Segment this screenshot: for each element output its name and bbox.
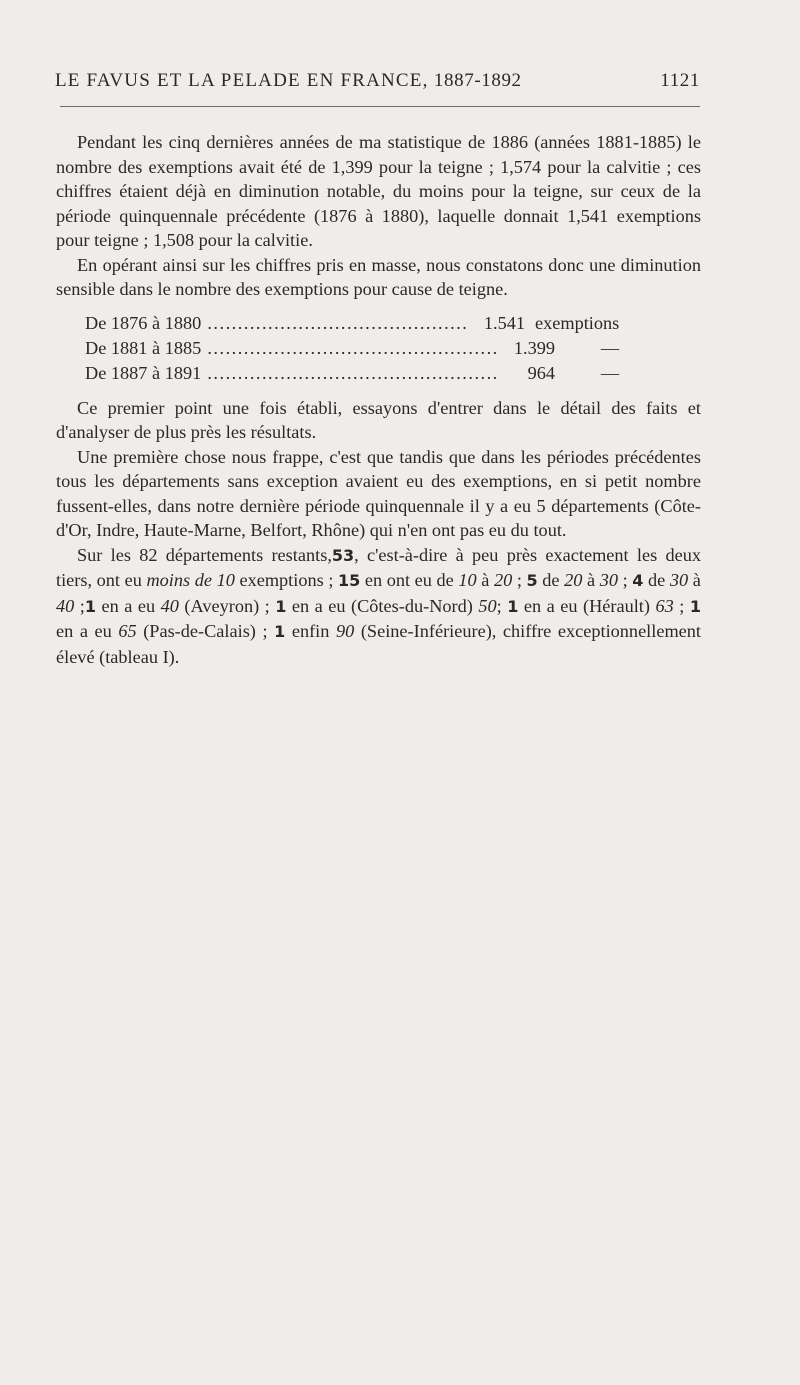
text-run: de — [648, 570, 666, 590]
text-run: exemptions ; — [239, 570, 334, 590]
paragraph-3: Ce premier point une fois établi, essayons d'entrer dans le détail des faits et d'analyser de plus près les résultats. — [56, 397, 701, 442]
paragraph-1: Pendant les cinq dernières années de ma statistique de 1886 (années 1881-1885) le nombre des exemptions avait été de 1,399 pour la teigne ; 1,574 pour la calvitie ; ces chiffres étaient déjà en diminution notable, du moins pour la teigne, sur ceux de la période quinquennale précédente (1876 à 1880), laquelle donnait 1,541 exemptions pour teigne ; 1,508 pour la calvitie. — [56, 132, 701, 250]
italic-run: 10 — [458, 570, 477, 590]
italic-run: 30 — [599, 570, 618, 590]
summary-count: 1.541 — [483, 312, 525, 333]
summary-row — [85, 311, 655, 336]
text-run: en a eu — [56, 621, 112, 641]
italic-run: 30 — [669, 570, 689, 590]
text-run: à — [692, 570, 701, 590]
text-run: ; — [496, 595, 502, 616]
summary-unit: — — [600, 362, 620, 383]
text-run: en a eu (Côtes-du-Nord) — [291, 595, 473, 616]
header-title: LE FAVUS ET LA PELADE EN FRANCE, — [55, 70, 429, 91]
text-run: ; — [79, 595, 85, 616]
text-run: enfin — [291, 621, 330, 641]
italic-run: 20 — [493, 570, 513, 590]
bold-number: 15 — [338, 571, 361, 590]
bold-number: 1 — [507, 596, 519, 616]
italic-run: 50 — [478, 595, 497, 616]
bold-number: 5 — [526, 571, 538, 590]
summary-unit: — — [600, 337, 620, 358]
italic-run: 40 — [160, 595, 179, 616]
summary-period: De 1881 à 1885 ..... — [85, 336, 497, 361]
summary-unit: exemptions — [535, 312, 620, 333]
text-run: ; — [516, 570, 522, 590]
text-run: (Pas-de-Calais) ; — [143, 621, 268, 641]
paragraph-5 — [56, 543, 701, 670]
text-run: ; — [622, 570, 628, 590]
paragraph-4: Une première chose nous frappe, c'est que tandis que dans les périodes précédentes tous les départements sans exception avaient eu des exemptions, en si petit nombre fussent-elles, dans notre dernière période quinquennale il y a eu 5 départements (Côte-d'Or, Indre, Haute-Marne, Belfort, Rhône) qui n'en ont pas eu du tout. — [56, 446, 701, 540]
running-header — [55, 70, 700, 92]
text-run: à — [481, 570, 490, 590]
text-run: (Aveyron) ; — [184, 595, 270, 616]
header-title-group — [55, 70, 522, 92]
bold-number: 1 — [275, 596, 287, 616]
header-rule — [60, 106, 700, 107]
bold-number: 1 — [689, 596, 701, 616]
text-run: (Seine-Inférieure), chiffre exceptionnellement élevé (tableau I). — [56, 621, 702, 667]
summary-count: 964 — [527, 362, 555, 383]
paragraph-2: En opérant ainsi sur les chiffres pris en masse, nous constatons donc une diminution sensible dans le nombre des exemptions pour cause de teigne. — [56, 254, 701, 299]
header-years: 1887-1892 — [433, 70, 522, 91]
bold-number: 53 — [331, 545, 355, 565]
page-number: 1121 — [660, 70, 700, 91]
summary-row — [85, 336, 655, 361]
bold-number: 1 — [84, 596, 97, 616]
italic-run: 90 — [335, 621, 355, 641]
italic-run: moins de 10 — [146, 570, 235, 590]
text-run: en ont eu de — [364, 570, 454, 590]
summary-count: 1.399 — [513, 337, 555, 358]
italic-run: 40 — [56, 595, 75, 616]
exemptions-summary-list — [85, 311, 655, 386]
body-text — [56, 130, 701, 669]
text-run: en a eu (Hérault) — [523, 595, 650, 616]
bold-number: 4 — [632, 571, 644, 590]
italic-run: 65 — [118, 621, 137, 641]
text-run: , c'est-à-dire à peu près exactement les deux tiers, ont eu — [56, 544, 701, 590]
text-run: à — [587, 570, 596, 590]
text-run: Sur les 82 départements restants, — [77, 544, 332, 565]
italic-run: 20 — [564, 570, 583, 590]
bold-number: 1 — [274, 622, 286, 641]
text-run: en a eu — [101, 595, 156, 616]
summary-period: De 1876 à 1880 ..... — [85, 311, 467, 336]
summary-row — [85, 361, 655, 386]
text-run: de — [542, 570, 560, 590]
summary-period: De 1887 à 1891 ..... — [85, 361, 497, 386]
italic-run: 63 — [655, 595, 674, 616]
text-run: ; — [679, 595, 685, 616]
